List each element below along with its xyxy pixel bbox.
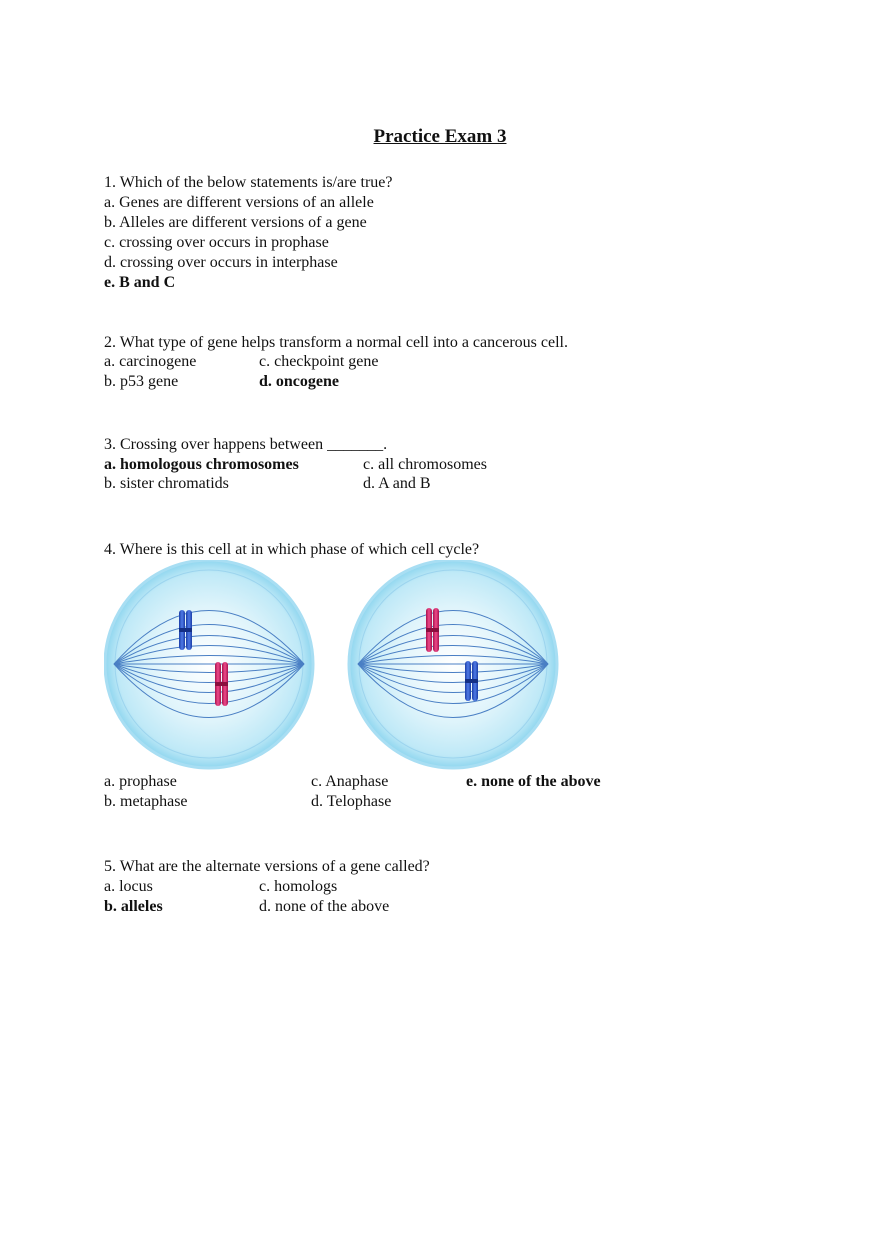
question-3-option-c: c. all chromosomes xyxy=(363,456,487,473)
question-3-option-a-answer: a. homologous chromosomes xyxy=(104,456,299,473)
question-3-prompt: 3. Crossing over happens between _______. xyxy=(104,436,388,453)
question-1-option-a: a. Genes are different versions of an allele xyxy=(104,194,374,211)
question-5-prompt: 5. What are the alternate versions of a gene called? xyxy=(104,858,430,875)
question-1-option-d: d. crossing over occurs in interphase xyxy=(104,254,338,271)
question-4-option-d: d. Telophase xyxy=(311,793,392,810)
question-3-option-d: d. A and B xyxy=(363,475,431,492)
question-4-prompt: 4. Where is this cell at in which phase of which cell cycle? xyxy=(104,541,480,558)
question-2-option-a: a. carcinogene xyxy=(104,353,197,370)
question-1-option-e-answer: e. B and C xyxy=(104,274,176,291)
question-5-option-c: c. homologs xyxy=(259,878,338,895)
question-1-prompt: 1. Which of the below statements is/are true? xyxy=(104,174,393,191)
cell-left xyxy=(105,560,313,768)
question-3-option-b: b. sister chromatids xyxy=(104,475,229,492)
cell-right xyxy=(349,560,557,768)
page-title: Practice Exam 3 xyxy=(373,126,507,147)
question-5-option-b-answer: b. alleles xyxy=(104,898,163,915)
question-4-option-c: c. Anaphase xyxy=(311,773,389,790)
question-5-option-a: a. locus xyxy=(104,878,153,895)
question-4-option-e-answer: e. none of the above xyxy=(466,773,601,790)
question-2-option-c: c. checkpoint gene xyxy=(259,353,379,370)
question-4-option-b: b. metaphase xyxy=(104,793,188,810)
question-1-option-c: c. crossing over occurs in prophase xyxy=(104,234,329,251)
question-4-option-a: a. prophase xyxy=(104,773,177,790)
question-1-option-b: b. Alleles are different versions of a gene xyxy=(104,214,367,231)
question-5-option-d: d. none of the above xyxy=(259,898,390,915)
question-2-prompt: 2. What type of gene helps transform a normal cell into a cancerous cell. xyxy=(104,334,568,351)
question-2-option-b: b. p53 gene xyxy=(104,373,179,390)
cell-division-figure xyxy=(104,560,564,772)
question-2-option-d-answer: d. oncogene xyxy=(259,373,339,390)
